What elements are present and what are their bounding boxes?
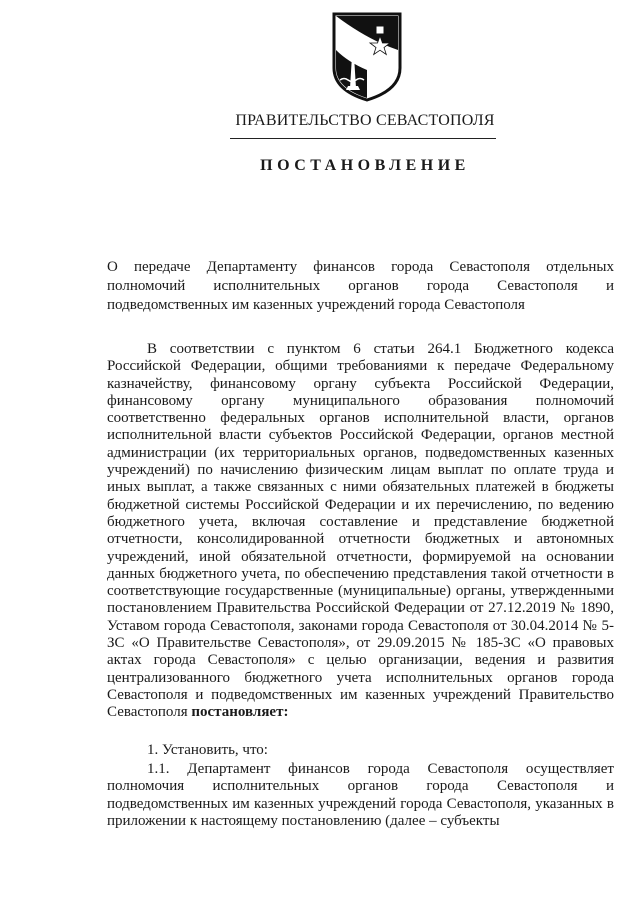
clause-1 — [107, 742, 614, 759]
resolves-word: постановляет: — [191, 704, 289, 721]
preamble-text: В соответствии с пунктом 6 статьи 264.1 Бюджетного кодекса Российской Федерации, общими требованиями к передаче Федеральному казначейству, финансовому органу субъекта Российской Федерации, финансовому органу муниципального образования полномочий соответственно федеральных органов исполнительной власти, органов исполнительной власти субъектов Российской Федерации, органов местной администрации (их территориальных органов, подведомственных казенных учреждений) по начислению физическим лицам выплат по оплате труда и иных выплат, а также связанных с ними обязательных платежей в бюджеты бюджетной системы Российской Федерации и их перечислению, по ведению бюджетного учета, включая составление и представление бюджетной отчетности, консолидированной отчетности бюджетных и автономных учреждений, иной обязательной отчетности, формируемой на основании данных бюджетного учета, по обеспечению представления такой отчетности в соответствующие государственные (муниципальные) органы, утвержденными постановлением Правительства Российской Федерации от 27.12.2019 № 1890, Уставом города Севастополя, законами города Севастополя от 30.04.2014 № 5-ЗС «О Правительстве Севастополя», от 29.09.2015 № 185-ЗС «О правовых актах города Севастополя» с целью организации, ведения и развития централизованного бюджетного учета исполнительных органов города Севастополя и подведомственных им казенных учреждений Правительство Севастополя — [107, 341, 614, 721]
coat-of-arms-icon — [328, 10, 406, 102]
government-title: ПРАВИТЕЛЬСТВО СЕВАСТОПОЛЯ — [235, 112, 495, 129]
clause-1-text: 1. Установить, что: — [147, 742, 268, 758]
preamble-paragraph — [107, 341, 614, 722]
document-subject: О передаче Департаменту финансов города Севастополя отдельных полномочий исполнительных органов города Севастополя и подведомственных им казенных учреждений города Севастополя — [107, 259, 614, 313]
clause-1-1-text: 1.1. Департамент финансов города Севастополя осуществляет полномочия исполнительных органов города Севастополя и подведомственных им казенных учреждений города Севастополя, указанных в приложении к настоящему постановлению (далее – субъекты — [107, 761, 614, 829]
document-type-heading: ПОСТАНОВЛЕНИЕ — [260, 157, 470, 174]
title-divider — [230, 138, 496, 139]
clause-1-1 — [107, 761, 614, 830]
